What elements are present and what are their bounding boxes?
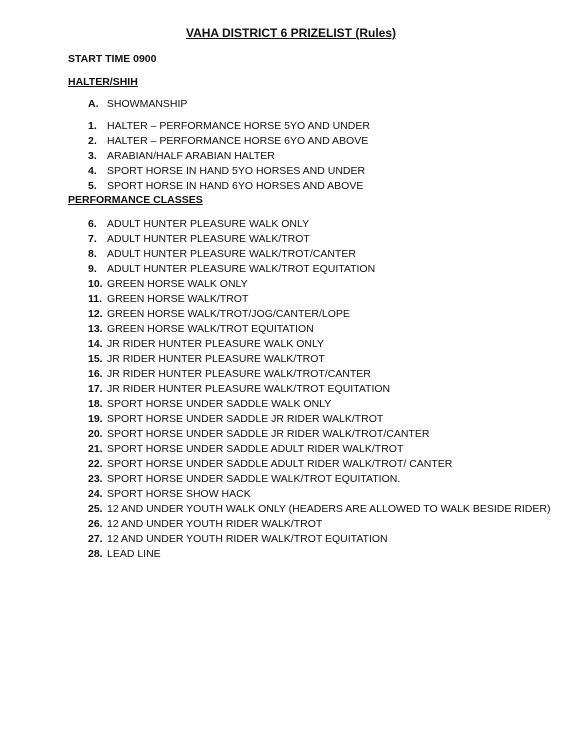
- class-name: SPORT HORSE UNDER SADDLE ADULT RIDER WALK/TROT/ CANTER: [107, 458, 453, 470]
- class-number: 10.: [88, 278, 103, 290]
- class-number: 14.: [88, 338, 103, 350]
- class-number: 26.: [88, 518, 103, 530]
- class-name: SPORT HORSE UNDER SADDLE JR RIDER WALK/TROT/CANTER: [107, 428, 430, 440]
- class-name: ADULT HUNTER PLEASURE WALK/TROT: [107, 233, 310, 245]
- showmanship-subheading: [88, 98, 187, 110]
- class-name: ARABIAN/HALF ARABIAN HALTER: [107, 150, 275, 162]
- class-item: [88, 119, 370, 134]
- class-name: 12 AND UNDER YOUTH WALK ONLY (HEADERS ARE ALLOWED TO WALK BESIDE RIDER): [107, 503, 551, 515]
- start-time: START TIME 0900: [68, 53, 157, 65]
- class-item: [88, 502, 550, 517]
- class-item: [88, 367, 550, 382]
- class-name: GREEN HORSE WALK/TROT: [107, 293, 249, 305]
- class-name: 12 AND UNDER YOUTH RIDER WALK/TROT EQUITATION: [107, 533, 388, 545]
- class-item: [88, 532, 550, 547]
- class-number: 2.: [88, 135, 97, 147]
- class-number: 8.: [88, 248, 97, 260]
- class-number: 23.: [88, 473, 103, 485]
- class-item: [88, 262, 550, 277]
- class-number: 17.: [88, 383, 103, 395]
- class-item: [88, 307, 550, 322]
- class-name: SPORT HORSE SHOW HACK: [107, 488, 251, 500]
- class-name: SPORT HORSE IN HAND 6YO HORSES AND ABOVE: [107, 180, 364, 192]
- class-item: [88, 382, 550, 397]
- class-name: SPORT HORSE UNDER SADDLE JR RIDER WALK/TROT: [107, 413, 384, 425]
- class-number: 12.: [88, 308, 103, 320]
- class-number: 22.: [88, 458, 103, 470]
- class-name: SPORT HORSE UNDER SADDLE WALK ONLY: [107, 398, 332, 410]
- document-title: VAHA DISTRICT 6 PRIZELIST (Rules): [185, 26, 396, 40]
- class-item: [88, 457, 550, 472]
- class-number: 4.: [88, 165, 97, 177]
- performance-heading: PERFORMANCE CLASSES: [68, 194, 203, 206]
- class-number: 15.: [88, 353, 103, 365]
- class-name: JR RIDER HUNTER PLEASURE WALK/TROT EQUITATION: [107, 383, 391, 395]
- class-name: ADULT HUNTER PLEASURE WALK/TROT EQUITATION: [107, 263, 376, 275]
- class-number: 21.: [88, 443, 103, 455]
- class-number: 25.: [88, 503, 103, 515]
- class-name: GREEN HORSE WALK/TROT EQUITATION: [107, 323, 314, 335]
- class-number: 20.: [88, 428, 103, 440]
- class-item: [88, 232, 550, 247]
- class-item: [88, 472, 550, 487]
- class-name: SPORT HORSE UNDER SADDLE WALK/TROT EQUITATION.: [107, 473, 401, 485]
- class-name: HALTER – PERFORMANCE HORSE 5YO AND UNDER: [107, 120, 370, 132]
- class-name: JR RIDER HUNTER PLEASURE WALK ONLY: [107, 338, 325, 350]
- halter-heading: HALTER/SHIH: [68, 76, 138, 88]
- class-number: 18.: [88, 398, 103, 410]
- class-name: SPORT HORSE IN HAND 5YO HORSES AND UNDER: [107, 165, 366, 177]
- class-name: GREEN HORSE WALK/TROT/JOG/CANTER/LOPE: [107, 308, 350, 320]
- class-item: [88, 164, 370, 179]
- subheading-label: SHOWMANSHIP: [106, 98, 188, 110]
- class-item: [88, 352, 550, 367]
- class-number: 11.: [88, 293, 103, 305]
- class-number: 13.: [88, 323, 103, 335]
- class-number: 19.: [88, 413, 103, 425]
- class-name: SPORT HORSE UNDER SADDLE ADULT RIDER WALK/TROT: [107, 443, 404, 455]
- class-item: [88, 487, 550, 502]
- performance-class-list: [88, 217, 550, 562]
- class-item: [88, 134, 370, 149]
- class-item: [88, 442, 550, 457]
- class-number: 27.: [88, 533, 103, 545]
- class-name: JR RIDER HUNTER PLEASURE WALK/TROT/CANTER: [107, 368, 371, 380]
- class-item: [88, 337, 550, 352]
- halter-class-list: [88, 119, 370, 194]
- class-item: [88, 322, 550, 337]
- subheading-letter: A.: [88, 98, 99, 110]
- class-number: 1.: [88, 120, 97, 132]
- class-item: [88, 149, 370, 164]
- class-item: [88, 412, 550, 427]
- class-name: ADULT HUNTER PLEASURE WALK/TROT/CANTER: [107, 248, 356, 260]
- class-item: [88, 247, 550, 262]
- class-item: [88, 292, 550, 307]
- class-name: GREEN HORSE WALK ONLY: [107, 278, 248, 290]
- class-number: 7.: [88, 233, 97, 245]
- class-name: HALTER – PERFORMANCE HORSE 6YO AND ABOVE: [107, 135, 369, 147]
- class-number: 3.: [88, 150, 97, 162]
- class-item: [88, 217, 550, 232]
- class-number: 24.: [88, 488, 103, 500]
- class-name: ADULT HUNTER PLEASURE WALK ONLY: [107, 218, 310, 230]
- class-number: 16.: [88, 368, 103, 380]
- class-name: 12 AND UNDER YOUTH RIDER WALK/TROT: [107, 518, 323, 530]
- class-name: JR RIDER HUNTER PLEASURE WALK/TROT: [107, 353, 325, 365]
- class-number: 28.: [88, 548, 103, 560]
- class-item: [88, 517, 550, 532]
- class-item: [88, 397, 550, 412]
- class-number: 6.: [88, 218, 97, 230]
- class-name: LEAD LINE: [107, 548, 161, 560]
- class-number: 5.: [88, 180, 97, 192]
- class-number: 9.: [88, 263, 97, 275]
- class-item: [88, 427, 550, 442]
- class-item: [88, 179, 370, 194]
- class-item: [88, 277, 550, 292]
- class-item: [88, 547, 550, 562]
